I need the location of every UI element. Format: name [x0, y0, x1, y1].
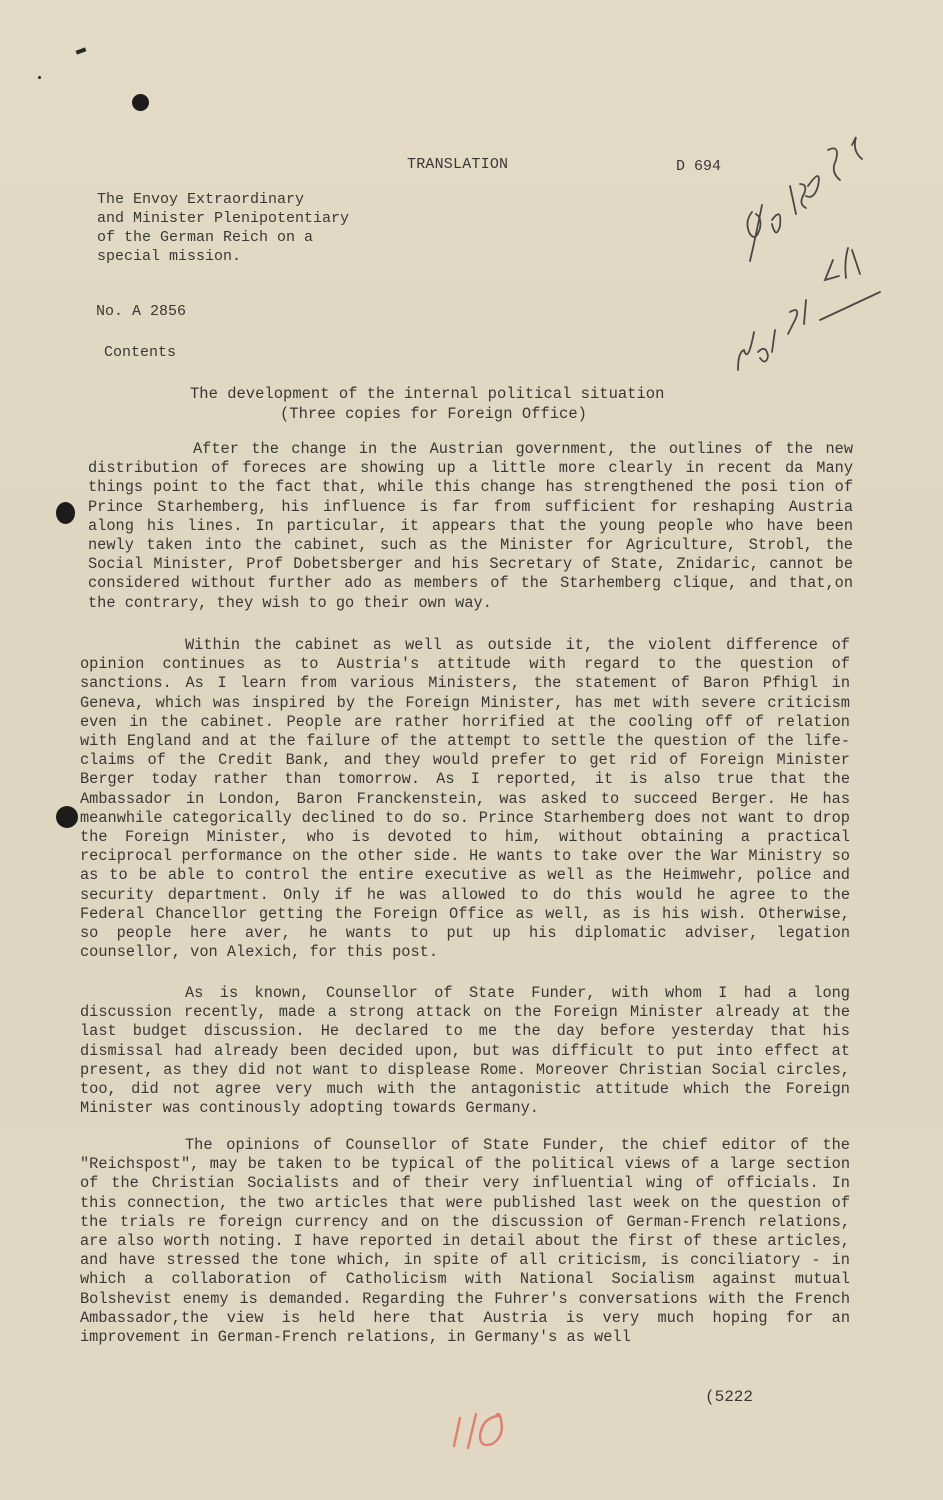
body-paragraph: As is known, Counsellor of State Funder, with whom I had a long discussion recently, made a strong attack on the Foreign Minister already at the last budget discussion. He declared to me the day before yesterday that his dismissal had already been decided upon, but was difficult to put into effect at present, as they did not want to displease Rome. Moreover Christian Social circles, too, did not agree very much with the antagonistic attitude which the Foreign Minister was continously adopting towards Germany.	[80, 984, 850, 1118]
sender-line: and Minister Plenipotentiary	[97, 210, 350, 227]
contents-label: Contents	[104, 344, 177, 361]
sender-line: The Envoy Extraordinary	[97, 191, 305, 208]
document-number: D 694	[676, 158, 722, 175]
footer-reference: (5222	[705, 1388, 754, 1406]
handwritten-mark	[825, 248, 860, 280]
body-paragraph: Within the cabinet as well as outside it, the violent difference of opinion continues as to Austria's attitude with regard to the question of sanctions. As I learn from various Ministers, the statement of Baron Pfhigl in Geneva, which was inspired by the Foreign Minister, has met with severe criticism even in the cabinet. People are rather horrified at the cooling off of relation with England and at the failure of the attempt to settle the question of the life-claims of the Credit Bank, and they would prefer to get rid of Foreign Minister Berger today rather than tomorrow. As I reported, it is also true that the Ambassador in London, Baron Franckenstein, was asked to succeed Berger. He has meanwhile categorically declined to do so. Prince Starhemberg does not want to drop the Foreign Minister, who is devoted to him, without obtaining a practical reciprocal performance on the other side. He wants to take over the War Ministry so as to be able to control the entire executive as well as the Heimwehr, police and security department. Only if he was allowed to do this would he agree to the Federal Chancellor getting the Foreign Office as well, as is his wish. Otherwise, so people here aver, he wants to put up his diplomatic adviser, legation counsellor, von Alexich, for this post.	[80, 636, 850, 962]
body-paragraph: After the change in the Austrian government, the outlines of the new distribution of foreces are showing up a little more clearly in recent da Many things point to the fact that, while this change has strengthened the posi tion of Prince Starhemberg, his influence is far from sufficient for reshaping Austria along his lines. In particular, it appears that the young people who have been newly taken into the cabinet, such as the Minister for Agriculture, Strobl, the Social Minister, Prof Dobetsberger and his Secretary of State, Znidaric, cannot be considered without further ado as members of the Starhemberg clique, and that,on the contrary, they wish to go their own way.	[88, 440, 853, 612]
subject-line: The development of the internal political situation	[190, 385, 665, 403]
sender-line: special mission.	[97, 248, 242, 265]
handwritten-mark	[738, 292, 880, 370]
subject-line-copies: (Three copies for Foreign Office)	[280, 405, 587, 423]
document-heading: TRANSLATION	[407, 156, 509, 173]
body-paragraph: The opinions of Counsellor of State Funder, the chief editor of the "Reichspost", may be taken to be typical of the political views of a large section of the Christian Socialists and of their very influential wing of officials. In this connection, the two articles that were published last week on the question of the trials re foreign currency and on the discussion of German-French relations, are also worth noting. I have reported in detail about the first of these articles, and have stressed the tone which, in spite of all criticism, is conciliatory - in which a collaboration of Catholicism with National Socialism against mutual Bolshevist enemy is demanded. Regarding the Fuhrer's conversations with the French Ambassador,the view is held here that Austria is very much hoping for an improvement in German-French relations, in Germany's as well	[80, 1136, 850, 1347]
reference-number: No. A 2856	[96, 303, 187, 320]
sender-line: of the German Reich on a	[97, 229, 314, 246]
handwritten-mark	[747, 184, 806, 261]
handwritten-mark	[806, 137, 862, 197]
handwritten-page-number	[454, 1414, 502, 1448]
